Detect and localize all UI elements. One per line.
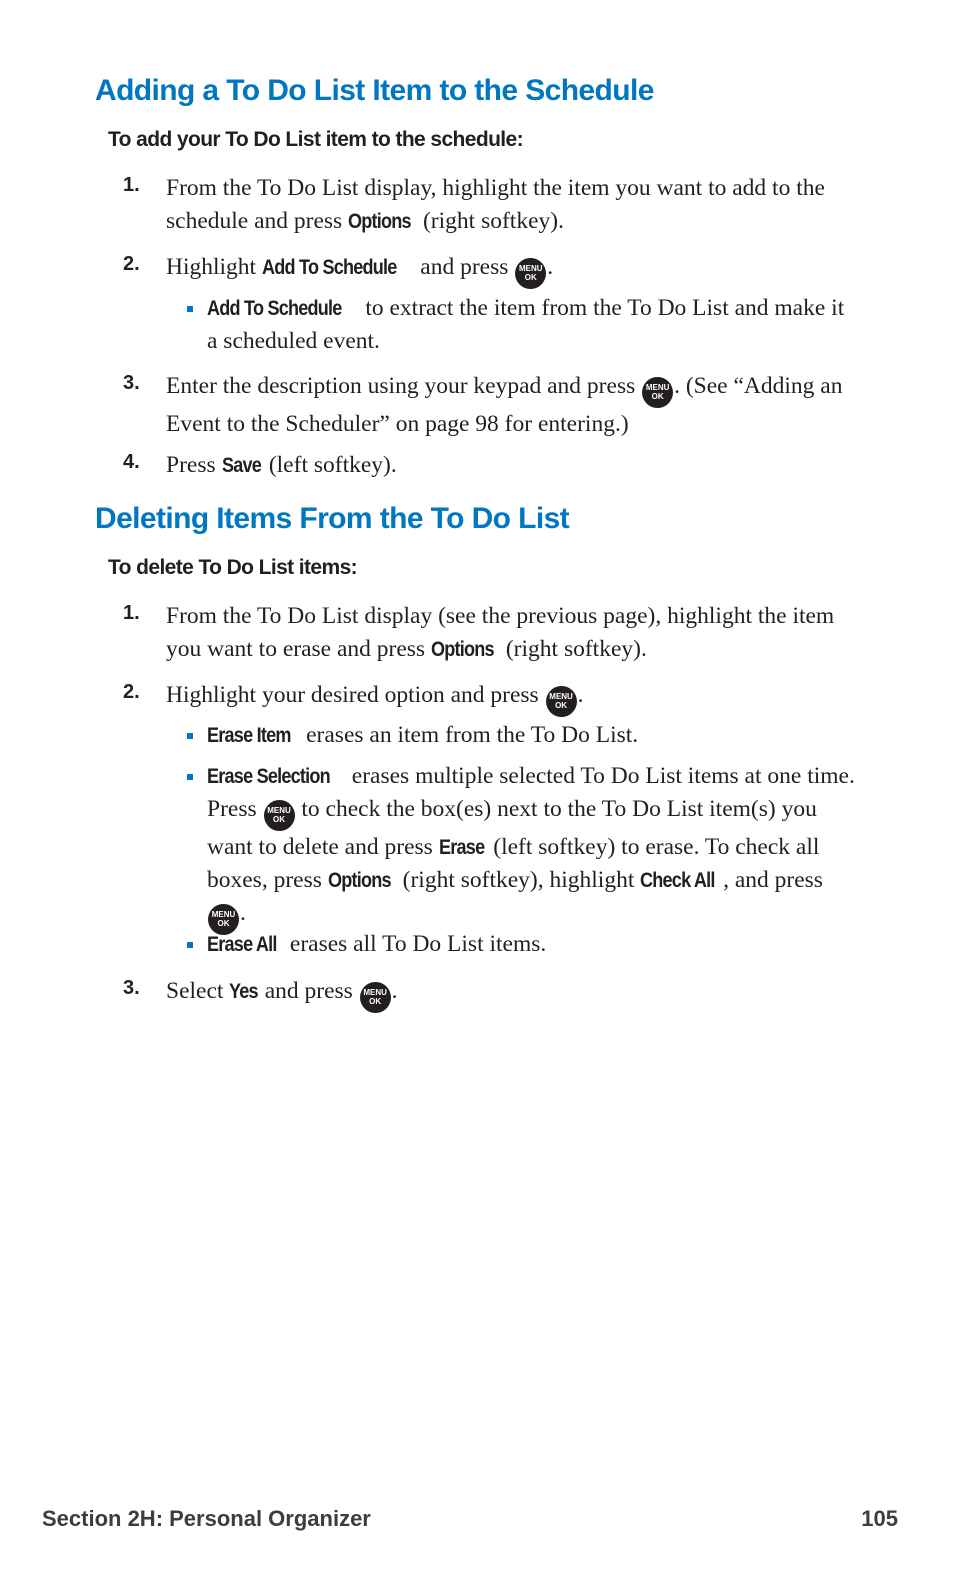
bullet-marker bbox=[187, 733, 193, 739]
bullet-text bbox=[207, 928, 857, 961]
text: . bbox=[577, 682, 584, 708]
step-text bbox=[166, 600, 856, 666]
step-text bbox=[166, 370, 856, 441]
menu-ok-icon: MENU OK bbox=[642, 377, 673, 408]
text: Highlight your desired option and press bbox=[166, 682, 545, 708]
text: (right softkey). bbox=[417, 208, 564, 234]
section-intro-adding: To add your To Do List item to the schedule: bbox=[108, 128, 524, 151]
step-text bbox=[166, 975, 856, 1013]
menu-ok-icon: MENU OK bbox=[264, 800, 295, 831]
text: and press bbox=[414, 254, 515, 280]
step-text bbox=[166, 679, 856, 717]
text: (right softkey). bbox=[499, 636, 647, 662]
text: erases an item from the To Do List. bbox=[300, 722, 639, 748]
step-text bbox=[166, 449, 856, 482]
step-text bbox=[166, 251, 856, 289]
key-options: Options bbox=[348, 210, 411, 233]
text: erases all To Do List items. bbox=[284, 931, 547, 957]
key-options: Options bbox=[327, 869, 391, 892]
bullet-text bbox=[207, 292, 857, 357]
text: . bbox=[240, 900, 246, 926]
step-number: 3. bbox=[123, 977, 140, 999]
menu-ok-icon: MENU OK bbox=[546, 686, 577, 717]
text: to extract the item from the To Do List and make it a scheduled event. bbox=[207, 295, 845, 354]
key-erase-selection: Erase Selection bbox=[207, 765, 330, 788]
bullet-text bbox=[207, 719, 857, 752]
menu-ok-icon: MENU OK bbox=[208, 904, 239, 935]
text: (right softkey), highlight bbox=[396, 867, 641, 893]
text: erases multiple selected To Do List items at one time. Press bbox=[207, 763, 855, 822]
step-number: 2. bbox=[123, 681, 140, 703]
key-yes: Yes bbox=[229, 980, 259, 1003]
key-erase: Erase bbox=[438, 836, 485, 859]
menu-ok-icon: MENU OK bbox=[360, 982, 391, 1013]
section-heading-deleting: Deleting Items From the To Do List bbox=[95, 502, 570, 535]
key-save: Save bbox=[221, 454, 261, 477]
bullet-marker bbox=[187, 774, 193, 780]
text: Select bbox=[166, 978, 230, 1004]
text: Press bbox=[166, 452, 222, 478]
step-number: 1. bbox=[123, 174, 140, 196]
text: . bbox=[547, 254, 554, 280]
step-number: 2. bbox=[123, 253, 140, 275]
text: (left softkey) to erase. To check all boxes, press bbox=[207, 834, 820, 893]
text: From the To Do List display, highlight the item you want to add to the schedule and press bbox=[166, 175, 825, 234]
bullet-text bbox=[207, 760, 857, 935]
text: to check the box(es) next to the To Do List item(s) you want to delete and press bbox=[207, 796, 817, 860]
section-intro-deleting: To delete To Do List items: bbox=[108, 556, 358, 579]
step-number: 1. bbox=[123, 602, 140, 624]
key-erase-item: Erase Item bbox=[207, 724, 291, 747]
key-erase-all: Erase All bbox=[207, 933, 277, 956]
key-add-to-schedule: Add To Schedule bbox=[207, 297, 342, 320]
footer-page-number: 105 bbox=[861, 1506, 898, 1531]
text: , and press bbox=[723, 867, 823, 893]
text: . (See “Adding an Event to the Scheduler” on page 98 for entering.) bbox=[166, 373, 843, 437]
text: Highlight bbox=[166, 254, 262, 280]
menu-ok-icon: MENU OK bbox=[515, 258, 546, 289]
section-heading-adding: Adding a To Do List Item to the Schedule bbox=[95, 74, 654, 107]
key-check-all: Check All bbox=[640, 869, 715, 892]
text: . bbox=[391, 978, 398, 1004]
bullet-marker bbox=[187, 306, 193, 312]
bullet-marker bbox=[187, 942, 193, 948]
text: From the To Do List display (see the previous page), highlight the item you want to erase and press bbox=[166, 603, 835, 662]
key-add-to-schedule: Add To Schedule bbox=[261, 256, 397, 279]
step-text bbox=[166, 172, 856, 238]
step-number: 3. bbox=[123, 372, 140, 394]
key-options: Options bbox=[430, 638, 494, 661]
text: Enter the description using your keypad and press bbox=[166, 373, 642, 399]
text: (left softkey). bbox=[262, 452, 397, 478]
step-number: 4. bbox=[123, 451, 140, 473]
footer-section-title: Section 2H: Personal Organizer bbox=[42, 1506, 371, 1531]
text: and press bbox=[258, 978, 359, 1004]
